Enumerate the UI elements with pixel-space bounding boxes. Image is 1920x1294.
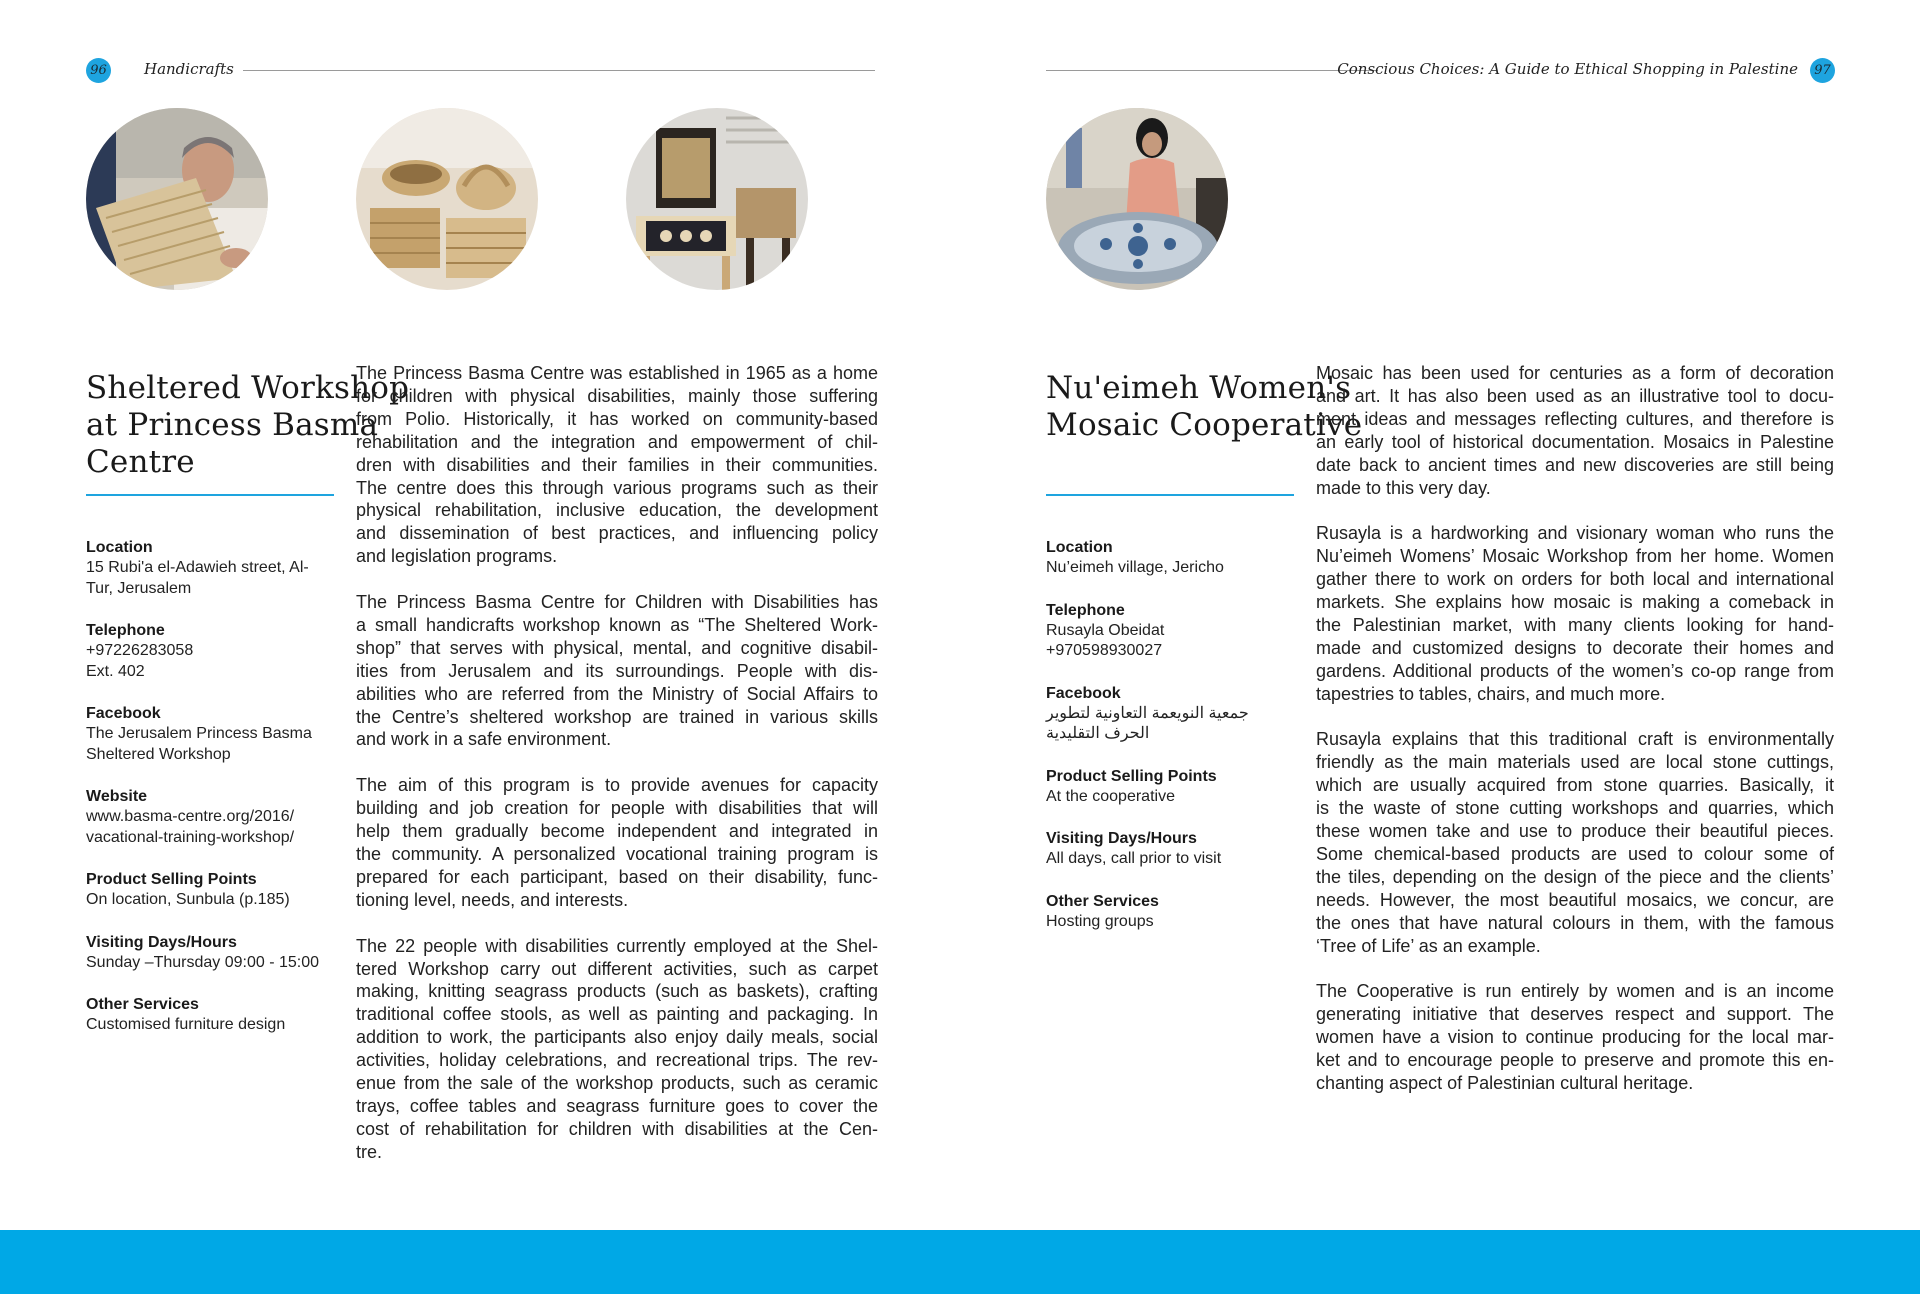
woman-mosaic-table-photo: [1046, 108, 1228, 290]
footer-color-band: [0, 1230, 1920, 1294]
seagrass-baskets-photo: [356, 108, 538, 290]
facebook-block: Facebook The Jerusalem Princess Basma Sheltered Workshop: [86, 705, 312, 763]
paragraph: The Princess Basma Centre for Children with Disabilities has a small handicrafts workshop known as “The Sheltered Work- shop” that serves with physical, mental, and cognitive disabil- ities from Jerusalem and its surroundings. People with dis- abilities who are referred from the Ministry of Social Affairs to the Centre’s sheltered workshop are trained in various skills and work in a safe environment.: [356, 592, 878, 750]
page-number-right: 97: [1810, 58, 1835, 83]
title-underline-right: [1046, 494, 1294, 496]
facebook-block: Facebook جمعية النويعمة التعاونية لتطوير الحرف التقليدية: [1046, 684, 1249, 742]
visiting-hours-block: Visiting Days/Hours Sunday –Thursday 09:00 - 15:00: [86, 933, 320, 971]
title-underline-left: [86, 494, 334, 496]
location-block: Location Nu’eimeh village, Jericho: [1046, 539, 1224, 576]
other-services-block: Other Services Hosting groups: [1046, 892, 1159, 930]
visiting-hours-block: Visiting Days/Hours All days, call prior to visit: [1046, 830, 1222, 867]
contact-info-right: [1046, 538, 1296, 954]
telephone-block: Telephone +97226283058 Ext. 402: [86, 622, 194, 680]
mosaic-stool-photo: [626, 108, 808, 290]
paragraph: The 22 people with disabilities currently employed at the Shel- tered Workshop carry out different activities, such as carpet making, knitting seagrass products (such as baskets), crafting traditional coffee stools, as well as painting and packaging. In addition to work, the participants also enjoy daily meals, social activities, holiday celebrations, and recreational trips. The rev- enue from the sale of the workshop products, such as ceramic trays, coffee tables and seagrass furniture goes to cover the cost of rehabilitation for children with disabilities at the Cen- tre.: [356, 935, 878, 1162]
header-rule-right: [1046, 70, 1378, 71]
paragraph: The aim of this program is to provide avenues for capacity building and job creation for people with disabilities that will help them gradually become independent and integrated in the community. A personalized vocational training program is prepared for each participant, based on their disability, func- tioning level, needs, and interests.: [356, 775, 878, 910]
running-head-left: Handicrafts: [144, 60, 234, 78]
entry-title-left: Sheltered Workshop at Princess Basma Centre: [86, 370, 410, 480]
paragraph: Rusayla explains that this traditional craft is environmentally friendly as the main materials used are local stone cuttings, which are usually acquired from stone quarries. Basically, it is the waste of stone cutting workshops and quarries, which these women take and use to produce their beautiful pieces. Some chemical-based products are used to colour some of the tiles, depending on the design of the piece and the clients’ needs. However, the most beautiful mosaics, we concur, are the ones that have natural colours in them, with the famous ‘Tree of Life’ as an example.: [1316, 729, 1834, 956]
running-head-right: Conscious Choices: A Guide to Ethical Shopping in Palestine: [1337, 60, 1798, 78]
telephone-block: Telephone Rusayla Obeidat +970598930027: [1046, 601, 1165, 659]
website-block: Website www.basma-centre.org/2016/ vacational-training-workshop/: [86, 788, 295, 846]
entry-title-right: Nu'eimeh Women's Mosaic Cooperative: [1046, 370, 1363, 443]
man-weaving-photo: [86, 108, 268, 290]
selling-points-block: Product Selling Points At the cooperative: [1046, 767, 1217, 805]
paragraph: The Cooperative is run entirely by women and is an income generating initiative that deserves respect and support. The women have a vision to continue producing for the local mar- ket and to encourage people to preserve and promote this en- chanting aspect of Palestinian cultural heritage.: [1316, 981, 1834, 1094]
header-rule-left: [243, 70, 875, 71]
paragraph: The Princess Basma Centre was established in 1965 as a home for children with physical disabilities, mainly those suffering from Polio. Historically, it has worked on community-based rehabilitation and the integration and empowerment of chil- dren with disabilities and their families in their communities. The centre does this through various programs such as their physical rehabilitation, inclusive education, the development and dissemination of best practices, and influencing policy and legislation programs.: [356, 363, 878, 567]
body-text-right: [1316, 362, 1834, 1118]
location-block: Location 15 Rubi'a el-Adawieh street, Al- Tur, Jerusalem: [86, 539, 309, 597]
body-text-left: [356, 362, 878, 1187]
paragraph: Mosaic has been used for centuries as a form of decoration and art. It has also been used as an illustrative tool to docu- ment ideas and messages reflecting cultures, and therefore is an early tool of historical documentation. Mosaics in Palestine date back to ancient times and new discoveries are still being made to this very day.: [1316, 363, 1834, 498]
paragraph: Rusayla is a hardworking and visionary woman who runs the Nu’eimeh Womens’ Mosaic Workshop from her home. Women gather there to work on orders for both local and international markets. She explains how mosaic is making a comeback in the Palestinian market, with many clients looking for hand- made and customized designs to decorate their homes and gardens. Additional products of the women’s co-op range from tapestries to tables, chairs, and much more.: [1316, 523, 1834, 704]
contact-info-left: [86, 538, 336, 1058]
selling-points-block: Product Selling Points On location, Sunbula (p.185): [86, 871, 290, 908]
other-services-block: Other Services Customised furniture design: [86, 996, 286, 1033]
page-number-left: 96: [86, 58, 111, 83]
